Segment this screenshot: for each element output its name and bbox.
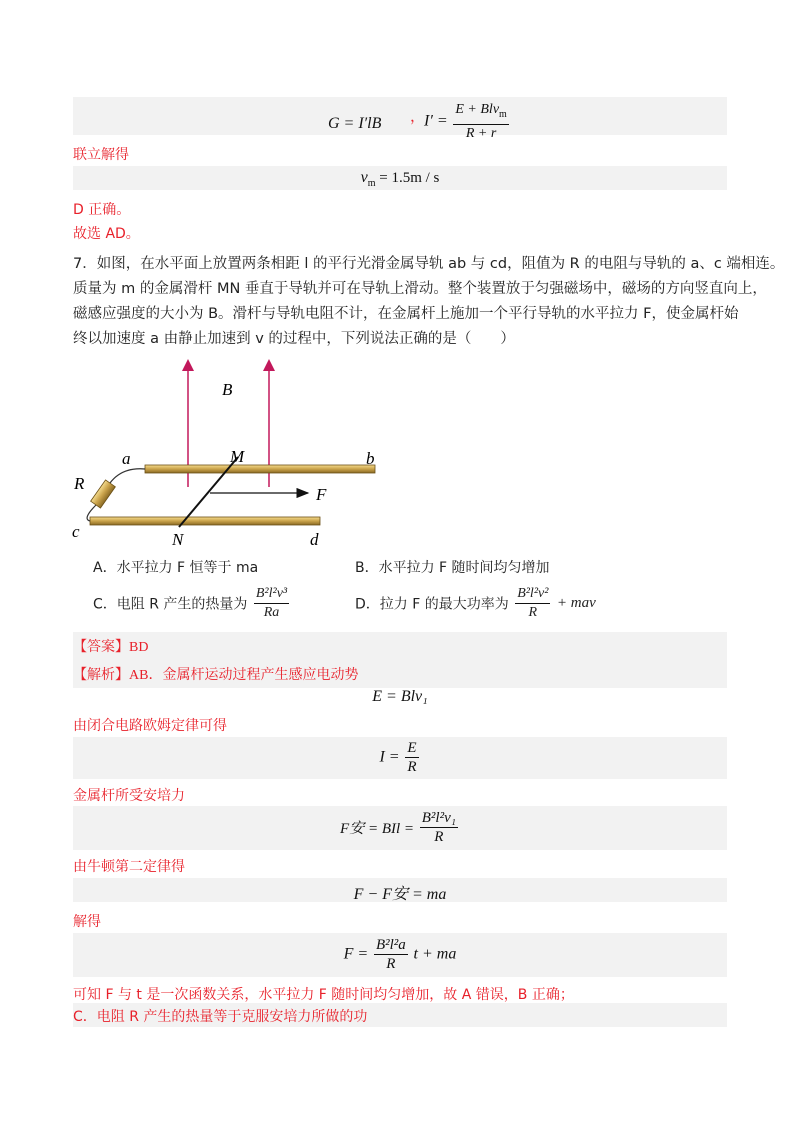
separator-comma: ， (410, 109, 426, 125)
answer-label: 【答案】BD (73, 640, 149, 655)
formula-box-fa (73, 806, 727, 850)
formula-emf-row (73, 688, 727, 710)
formula-box-g-i (73, 97, 727, 141)
rail-cd (90, 517, 320, 525)
formula-fa: F安 = BIl = $\frac{\text{B²l²v₁}}{R}$ (340, 810, 456, 845)
label-M: M (230, 447, 245, 466)
label-c: c (72, 522, 80, 541)
formula-i-prime: I′ = $\frac{E + Blv_m}{R + r}$ (424, 102, 507, 141)
c-text-box (73, 1003, 727, 1027)
analysis-label: 【解析】AB．金属杆运动过程产生感应电动势 (73, 668, 359, 683)
answer-box (73, 632, 727, 688)
label-B: B (222, 380, 233, 399)
formula-box-vm (73, 166, 727, 190)
question-line-2: 质量为 m 的金属滑杆 MN 垂直于导轨并可在导轨上滑动。整个装置放于匀强磁场中，磁场的方向竖直向上， (73, 281, 767, 297)
ampere-text: 金属杆所受安培力 (73, 788, 185, 804)
formula-box-i (73, 737, 727, 779)
newton-text: 由牛顿第二定律得 (73, 859, 185, 875)
resistor-R (91, 480, 116, 508)
joint-solve-text: 联立解得 (73, 147, 129, 163)
question-line-4: 终以加速度 a 由静止加速到 v 的过程中，下列说法正确的是（ ） (73, 331, 515, 347)
question-line-3: 磁感应强度的大小为 B。滑杆与导轨电阻不计，在金属杆上施加一个平行导轨的水平拉力 F，使金属杆始 (73, 306, 739, 322)
d-correct-text: D 正确。 (73, 202, 131, 218)
field-arrow-left (182, 359, 194, 371)
label-F: F (316, 485, 327, 504)
solve-text: 解得 (73, 914, 101, 930)
formula-box-f (73, 933, 727, 977)
rail-ab (145, 465, 375, 473)
label-R: R (74, 474, 85, 493)
option-b: B．水平拉力 F 随时间均匀增加 (355, 560, 550, 576)
label-b: b (366, 449, 375, 468)
label-d: d (310, 530, 319, 549)
formula-vm: $v_m = 1.5m / s$ (360, 169, 440, 189)
option-c: C．电阻 R 产生的热量为 $\frac{\text{B²l²v³}}{Ra}$ (93, 586, 288, 620)
option-a: A．水平拉力 F 恒等于 ma (93, 560, 259, 576)
field-arrow-right (263, 359, 275, 371)
ohm-text: 由闭合电路欧姆定律可得 (73, 718, 227, 734)
formula-box-newton (73, 878, 727, 902)
c-text: C．电阻 R 产生的热量等于克服安培力所做的功 (73, 1009, 368, 1025)
formula-f: F = $\frac{\text{B²l²a}}{R}$ t + ma (343, 937, 457, 972)
formula-i: I = $\frac{E}{R}$ (379, 740, 417, 775)
formula-emf: E = Blv₁ (372, 688, 428, 705)
formula-g: G = I′lB (328, 115, 382, 132)
option-d: D．拉力 F 的最大功率为 $\frac{\text{B²l²v²}}{R}$ + mav (355, 586, 596, 620)
label-N: N (172, 530, 184, 549)
conclusion-text: 可知 F 与 t 是一次函数关系，水平拉力 F 随时间均匀增加，故 A 错误，B 正确； (73, 987, 574, 1003)
formula-newton: F − F安 = ma (353, 886, 447, 903)
label-a: a (122, 449, 131, 468)
rail-circuit-diagram (60, 355, 400, 550)
choose-text: 故选 AD。 (73, 226, 140, 242)
wire-a (110, 469, 145, 483)
question-line-1: 7．如图，在水平面上放置两条相距 l 的平行光滑金属导轨 ab 与 cd，阻值为 R 的电阻与导轨的 a、c 端相连。 (73, 256, 785, 272)
